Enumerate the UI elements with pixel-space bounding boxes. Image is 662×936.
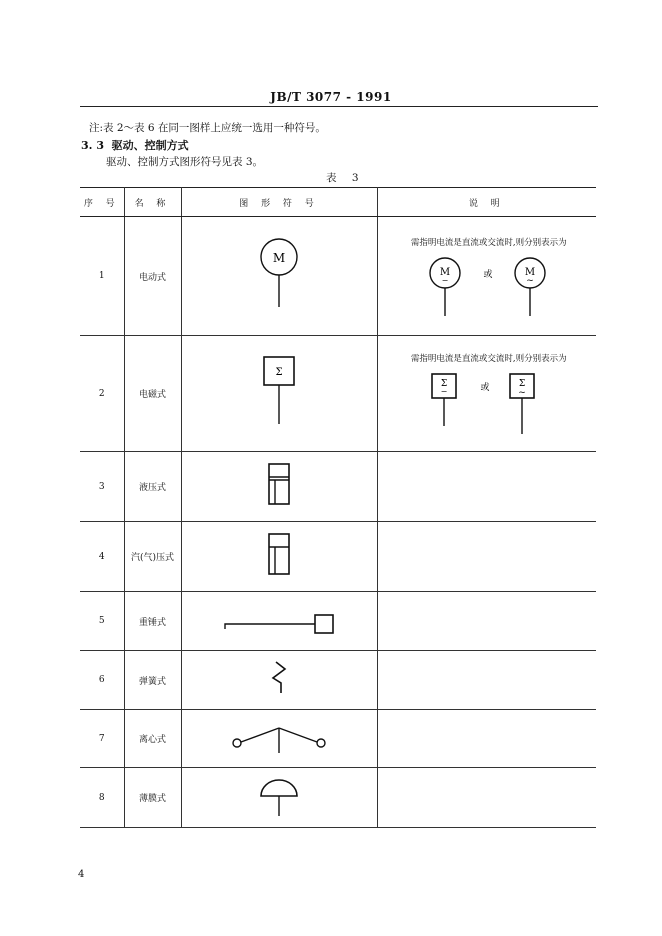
header-symbol: 图 形 符 号 <box>181 188 377 217</box>
motor-icon <box>249 225 309 325</box>
table-row <box>80 217 596 336</box>
table-row <box>80 452 596 522</box>
row-symbol <box>181 452 377 522</box>
note-text: 注:表 2～表 6 在同一图样上应统一选用一种符号。 <box>89 122 326 134</box>
electromagnet-dc-label: Σ <box>441 379 448 389</box>
description-text: 需指明电流是直流或交流时,则分别表示为 <box>410 354 567 364</box>
motor-dc-icon <box>430 258 460 316</box>
table-row <box>80 336 596 452</box>
row-number: 3 <box>80 452 124 522</box>
hydraulic-icon <box>259 460 299 510</box>
row-name: 电动式 <box>124 217 181 336</box>
row-name: 离心式 <box>124 710 181 768</box>
symbol-table <box>80 187 596 828</box>
diaphragm-icon <box>249 772 309 820</box>
table-row <box>80 592 596 651</box>
row-description <box>377 336 596 452</box>
motor-label: M <box>272 250 286 265</box>
section-heading <box>81 137 189 153</box>
motor-ac-label: M <box>525 266 536 278</box>
motor-ac-mark: ~ <box>526 275 535 286</box>
row-symbol <box>181 592 377 651</box>
row-description <box>377 768 596 828</box>
motor-ac-icon <box>515 258 545 316</box>
row-name: 弹簧式 <box>124 651 181 710</box>
row-name: 薄膜式 <box>124 768 181 828</box>
header-name: 名 称 <box>124 188 181 217</box>
row-name: 重锤式 <box>124 592 181 651</box>
row-number: 6 <box>80 651 124 710</box>
row-symbol <box>181 768 377 828</box>
or-label: 或 <box>483 269 493 280</box>
row-number: 1 <box>80 217 124 336</box>
header-description: 说 明 <box>377 188 596 217</box>
row-description <box>377 217 596 336</box>
electromagnet-ac-icon <box>510 374 534 434</box>
row-description <box>377 710 596 768</box>
pneumatic-icon <box>259 530 299 580</box>
row-number: 7 <box>80 710 124 768</box>
document-header: JB/T 3077 - 1991 <box>270 90 392 104</box>
row-number: 8 <box>80 768 124 828</box>
row-number: 4 <box>80 522 124 592</box>
row-name: 液压式 <box>124 452 181 522</box>
row-description <box>377 522 596 592</box>
table-caption: 表 3 <box>326 172 365 184</box>
motor-dc-label: M <box>440 266 451 278</box>
row-symbol <box>181 522 377 592</box>
electromagnet-dc-mark: − <box>440 387 448 396</box>
row-description <box>377 651 596 710</box>
row-symbol <box>181 710 377 768</box>
row-number: 2 <box>80 336 124 452</box>
header-rule <box>80 106 598 107</box>
page-number: 4 <box>78 869 85 880</box>
description-text: 需指明电流是直流或交流时,则分别表示为 <box>410 237 567 248</box>
spring-icon <box>259 657 299 701</box>
section-title: 驱动、控制方式 <box>111 139 189 152</box>
row-name: 汽(气)压式 <box>124 522 181 592</box>
table-row <box>80 710 596 768</box>
row-number: 5 <box>80 592 124 651</box>
table-row <box>80 522 596 592</box>
table-row <box>80 768 596 828</box>
electromagnet-label: Σ <box>275 367 283 378</box>
or-label: 或 <box>480 383 490 393</box>
centrifugal-icon <box>224 715 334 759</box>
row-symbol <box>181 217 377 336</box>
row-description <box>377 592 596 651</box>
electromagnet-ac-mark: ~ <box>518 388 527 398</box>
row-symbol <box>181 651 377 710</box>
section-paragraph: 驱动、控制方式图形符号见表 3。 <box>106 156 264 168</box>
row-symbol <box>181 336 377 452</box>
table-row <box>80 651 596 710</box>
electromagnet-dc-icon <box>432 374 456 426</box>
table-header-row <box>80 188 596 217</box>
motor-dc-mark: − <box>441 275 449 285</box>
electromagnet-ac-label: Σ <box>519 379 526 389</box>
section-number: 3. 3 <box>81 139 104 152</box>
weight-icon <box>219 600 339 640</box>
header-number: 序 号 <box>80 188 124 217</box>
electromagnet-icon <box>249 342 309 442</box>
row-name: 电磁式 <box>124 336 181 452</box>
electromagnet-variants <box>379 364 594 444</box>
motor-variants <box>379 248 594 326</box>
row-description <box>377 452 596 522</box>
